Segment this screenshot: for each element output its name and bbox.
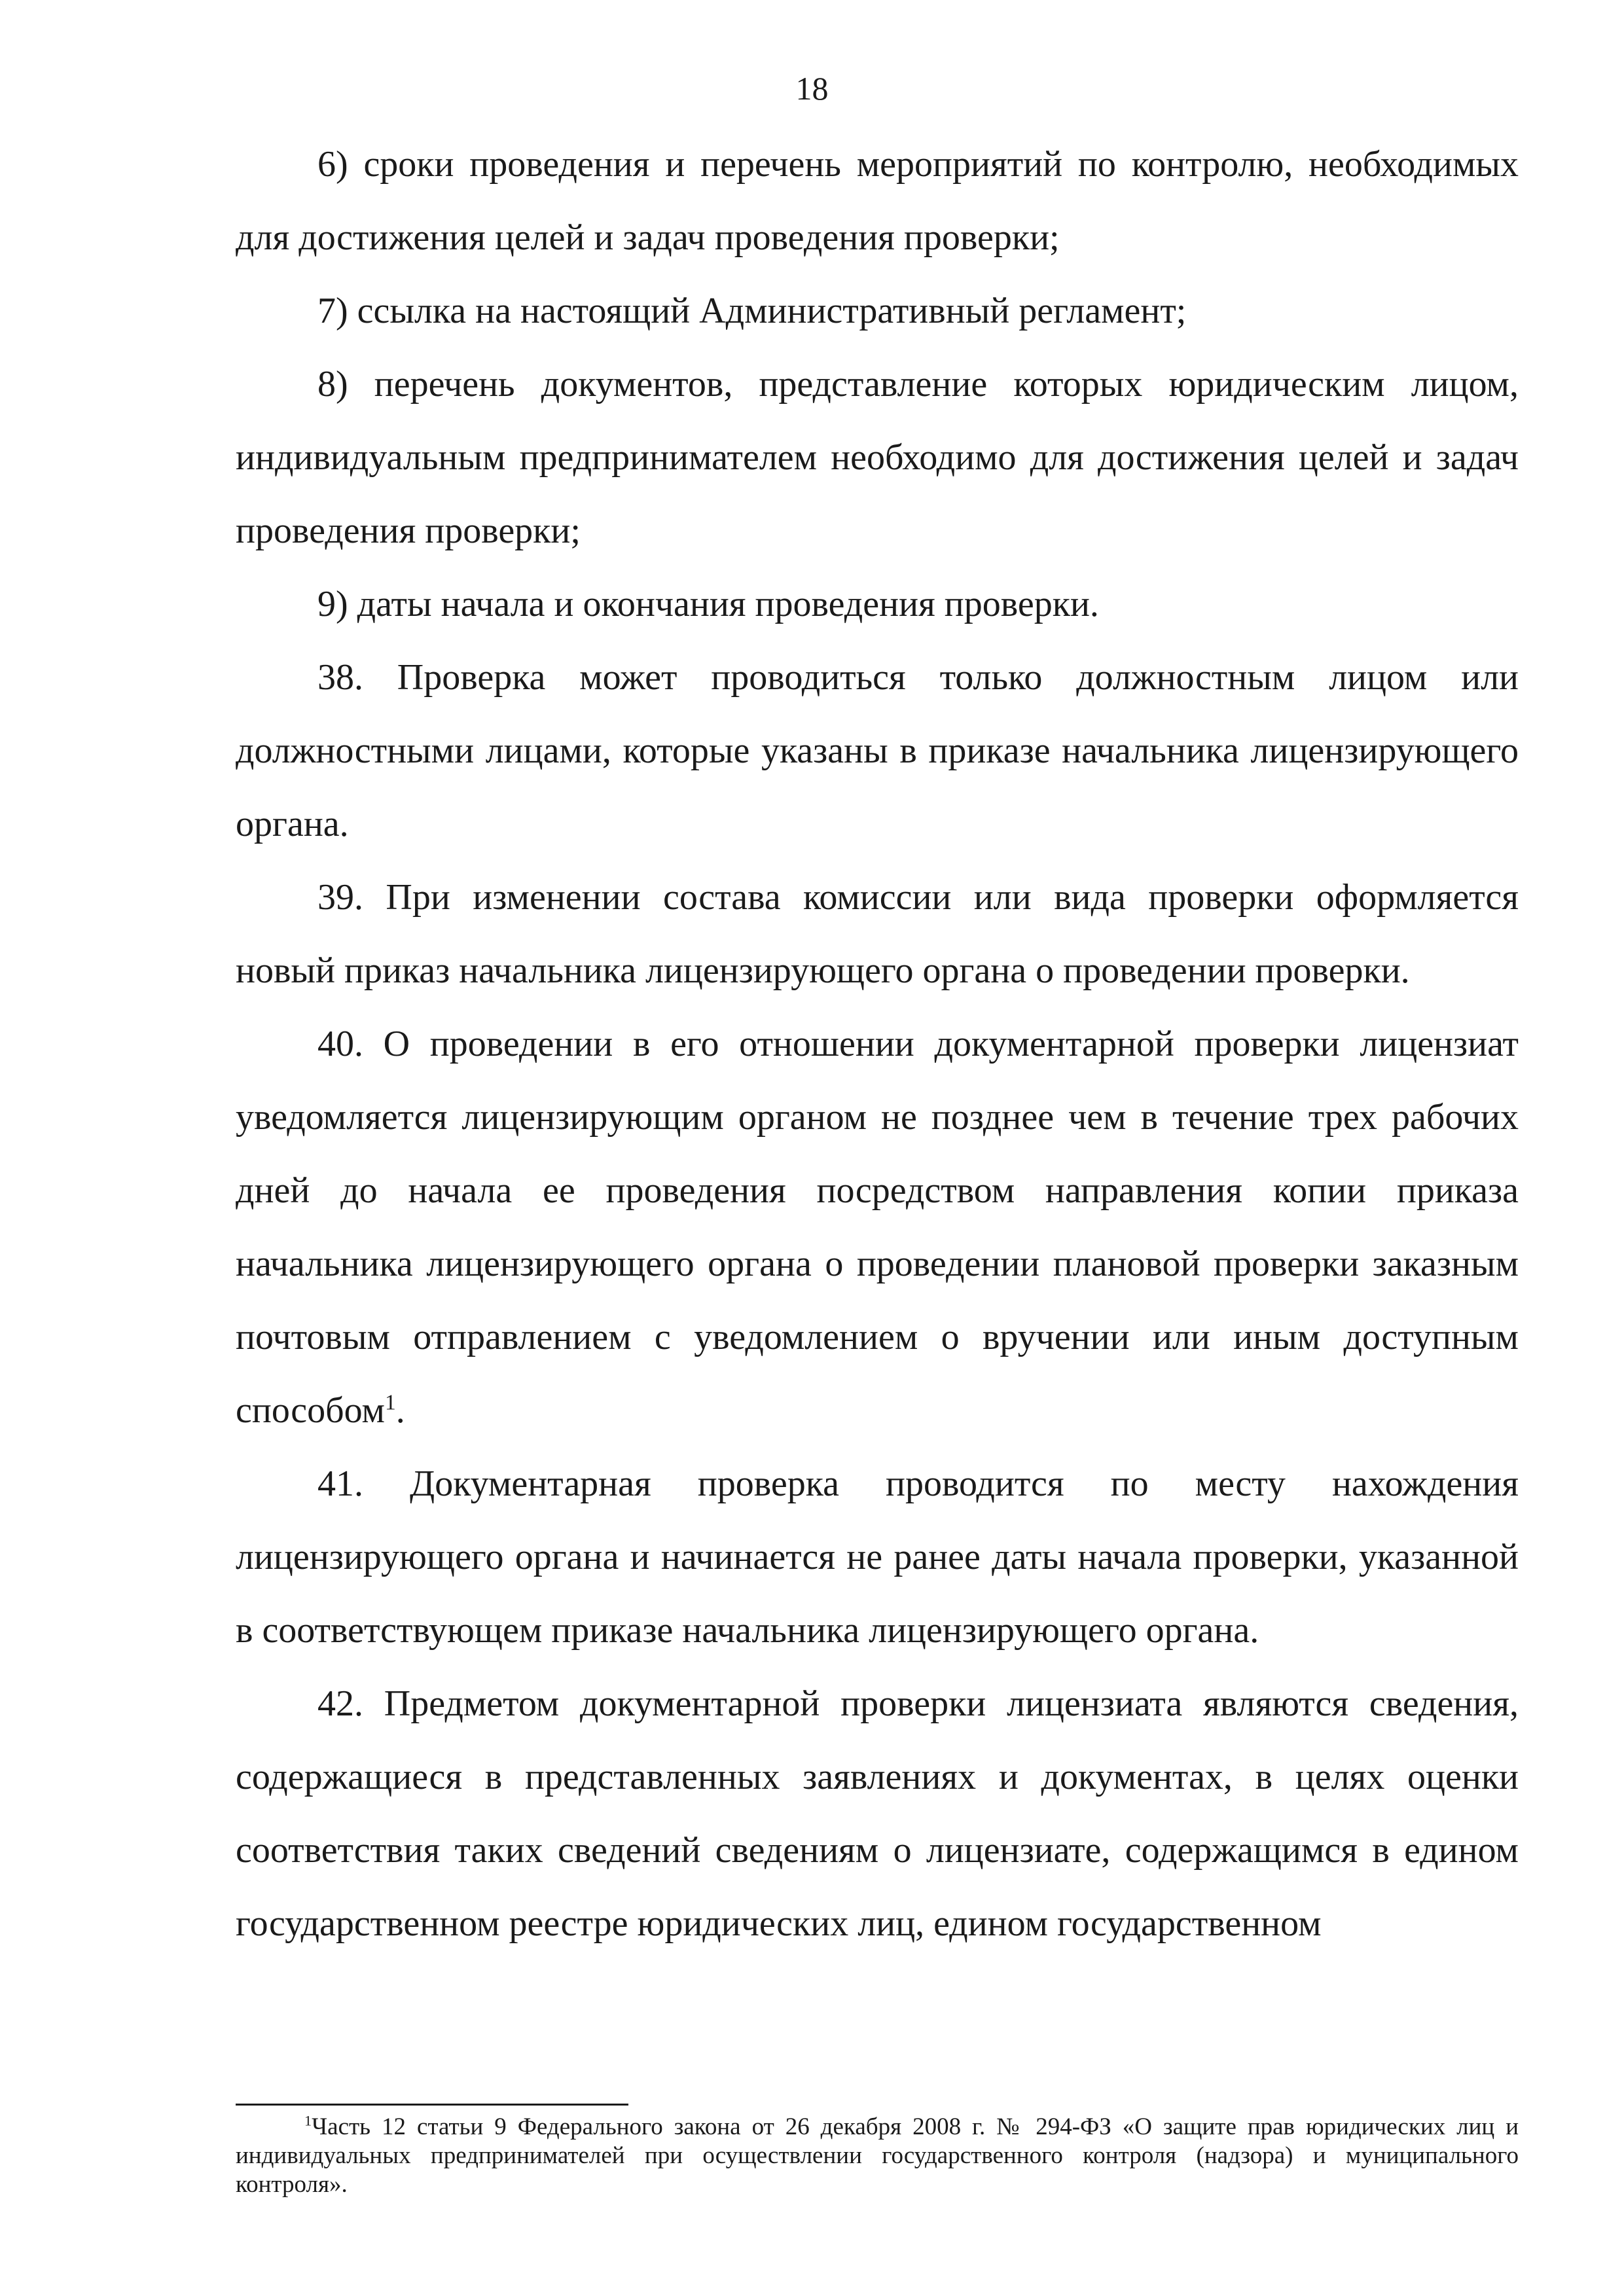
paragraph-item-8: 8) перечень документов, представление которых юридическим лицом, индивидуальным предпринимателем необходимо для достижения целей и задач проведения проверки;	[236, 364, 1519, 551]
paragraph-40-end: .	[395, 1390, 405, 1431]
paragraph-39: 39. При изменении состава комиссии или вида проверки оформляется новый приказ начальника лицензирующего органа о проведении проверки.	[236, 877, 1519, 991]
paragraph-41: 41. Документарная проверка проводится по месту нахождения лицензирующего органа и начинается не ранее даты начала проверки, указанной в соответствующем приказе начальника лицензирующего органа.	[236, 1463, 1519, 1651]
paragraph-38: 38. Проверка может проводиться только должностным лицом или должностными лицами, которые указаны в приказе начальника лицензирующего органа.	[236, 657, 1519, 844]
paragraph-42: 42. Предметом документарной проверки лицензиата являются сведения, содержащиеся в представленных заявлениях и документах, в целях оценки соответствия таких сведений сведениям о лицензиате, содержащимся в едином государственном реестре юридических лиц, едином государственном	[236, 1683, 1519, 1944]
body-text	[236, 128, 1519, 1960]
footnote-reference[interactable]: 1	[384, 1390, 396, 1415]
footnote-marker: 1	[304, 2112, 312, 2129]
paragraph-item-7: 7) ссылка на настоящий Административный регламент;	[317, 291, 1187, 331]
footnote-separator	[236, 2104, 628, 2106]
page-number: 18	[795, 70, 829, 107]
paragraph-40-text: 40. О проведении в его отношении документарной проверки лицензиат уведомляется лицензирующим органом не позднее чем в течение трех рабочих дней до начала ее проведения посредством направления копии приказа начальника лицензирующего органа о проведении плановой проверки заказным почтовым отправлением с уведомлением о вручении или иным доступным способом	[236, 1024, 1519, 1431]
footnote-text: Часть 12 статьи 9 Федерального закона от 26 декабря 2008 г. № 294-ФЗ «О защите прав юридических лиц и индивидуальных предпринимателей при осуществлении государственного контроля (надзора) и муниципального контроля».	[236, 2113, 1519, 2198]
footnote	[236, 2113, 1519, 2199]
paragraph-item-9: 9) даты начала и окончания проведения проверки.	[317, 584, 1099, 624]
paragraph-item-6: 6) сроки проведения и перечень мероприятий по контролю, необходимых для достижения целей и задач проведения проверки;	[236, 144, 1519, 258]
paragraph-40	[236, 1007, 1519, 1447]
